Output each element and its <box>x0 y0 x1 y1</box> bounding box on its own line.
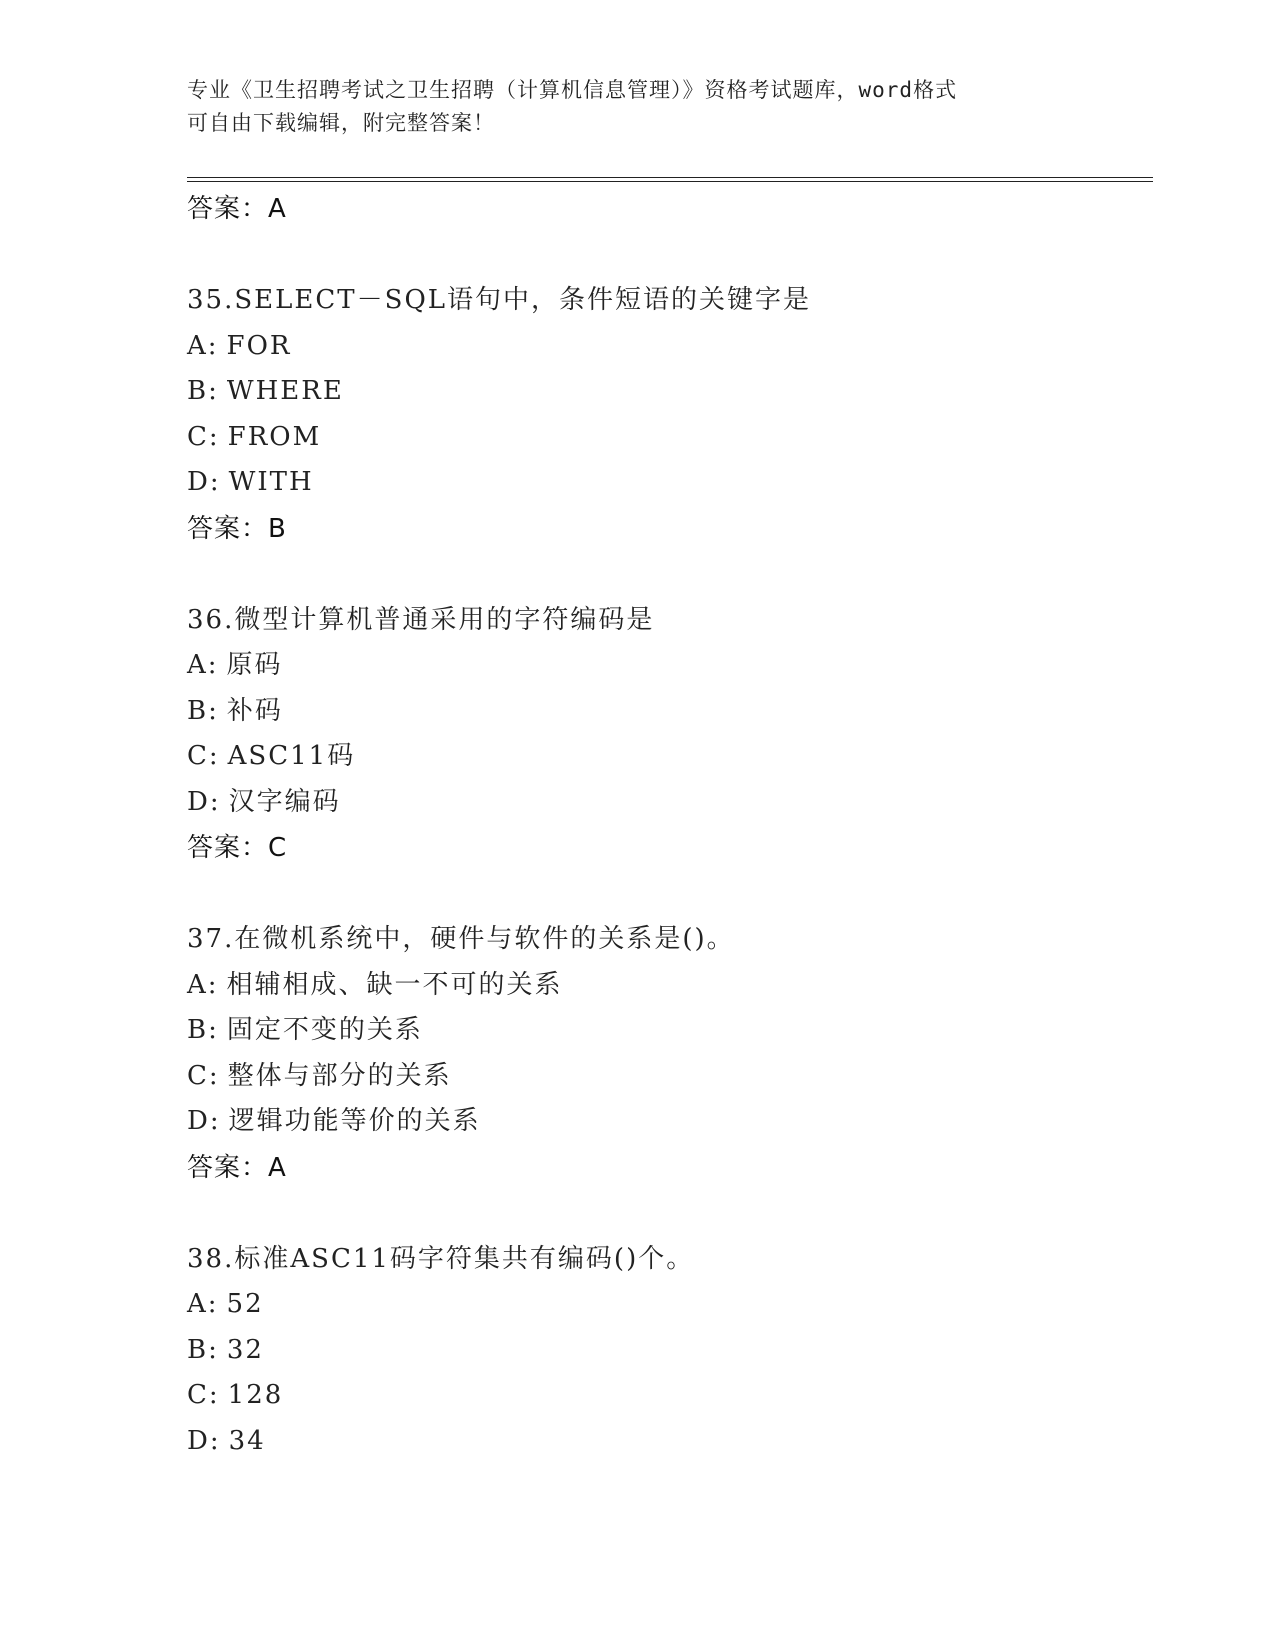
option-text: FROM <box>227 421 322 452</box>
option-label: B: <box>187 376 219 406</box>
option-label: D: <box>187 786 221 817</box>
option-d <box>187 780 1153 826</box>
option-label: B: <box>187 695 219 726</box>
option-text: WHERE <box>226 376 344 406</box>
option-d <box>187 1419 1153 1465</box>
question-37 <box>187 917 1153 1191</box>
option-label: B: <box>187 1015 219 1045</box>
option-c <box>187 1373 1153 1419</box>
question-number: 37. <box>187 924 235 954</box>
option-text: 128 <box>227 1380 284 1410</box>
option-text: 32 <box>226 1334 264 1365</box>
question-stem: 在微机系统中，硬件与软件的关系是()。 <box>234 924 735 954</box>
question-text <box>187 1237 1153 1283</box>
option-label: C: <box>187 741 220 771</box>
option-text: WITH <box>228 467 314 497</box>
option-d <box>187 460 1153 506</box>
option-b <box>187 369 1153 415</box>
option-label: A: <box>187 650 219 680</box>
question-text <box>187 917 1153 963</box>
question-number: 36. <box>187 604 235 635</box>
option-label: D: <box>187 1425 221 1456</box>
option-label: D: <box>187 467 221 497</box>
option-label: A: <box>187 330 219 361</box>
option-b <box>187 1008 1153 1054</box>
option-a <box>187 1282 1153 1328</box>
option-c <box>187 1054 1153 1100</box>
option-label: A: <box>187 969 219 1000</box>
question-35 <box>187 278 1153 552</box>
header-line-2: 可自由下载编辑，附完整答案！ <box>187 111 495 135</box>
option-label: C: <box>187 421 220 452</box>
question-text <box>187 598 1153 644</box>
option-text: 原码 <box>226 650 283 680</box>
option-text: 固定不变的关系 <box>226 1015 423 1045</box>
question-stem: 标准ASC11码字符集共有编码()个。 <box>234 1243 695 1274</box>
question-38 <box>187 1237 1153 1465</box>
option-c <box>187 734 1153 780</box>
option-label: C: <box>187 1380 220 1410</box>
question-36 <box>187 598 1153 872</box>
option-c <box>187 415 1153 461</box>
answer-previous: 答案：A <box>187 194 287 224</box>
question-list <box>187 186 1153 1464</box>
option-text: 逻辑功能等价的关系 <box>228 1106 481 1136</box>
header-rule-bottom <box>187 181 1153 182</box>
option-a <box>187 643 1153 689</box>
header-note <box>187 74 1067 140</box>
answer: 答案：B <box>187 513 287 544</box>
option-d <box>187 1099 1153 1145</box>
answer: 答案：C <box>187 833 288 863</box>
question-text <box>187 278 1153 324</box>
option-a <box>187 324 1153 370</box>
option-label: B: <box>187 1334 219 1365</box>
header-line-1: 专业《卫生招聘考试之卫生招聘（计算机信息管理）》资格考试题库，word格式 <box>187 78 958 102</box>
option-b <box>187 689 1153 735</box>
question-stem: SELECT－SQL语句中，条件短语的关键字是 <box>234 285 812 315</box>
question-number: 35. <box>187 285 235 315</box>
header-rule-top <box>187 177 1153 178</box>
option-a <box>187 963 1153 1009</box>
answer: 答案：A <box>187 1152 287 1183</box>
option-label: A: <box>187 1289 219 1319</box>
option-label: D: <box>187 1106 221 1136</box>
option-label: C: <box>187 1060 220 1091</box>
option-b <box>187 1328 1153 1374</box>
option-text: FOR <box>226 330 292 361</box>
option-text: 整体与部分的关系 <box>227 1060 452 1091</box>
option-text: 汉字编码 <box>228 786 341 817</box>
option-text: ASC11码 <box>227 741 356 771</box>
question-number: 38. <box>187 1243 235 1274</box>
option-text: 52 <box>226 1289 264 1319</box>
option-text: 补码 <box>226 695 283 726</box>
option-text: 相辅相成、缺一不可的关系 <box>226 969 563 1000</box>
question-stem: 微型计算机普通采用的字符编码是 <box>234 604 655 635</box>
option-text: 34 <box>228 1425 266 1456</box>
